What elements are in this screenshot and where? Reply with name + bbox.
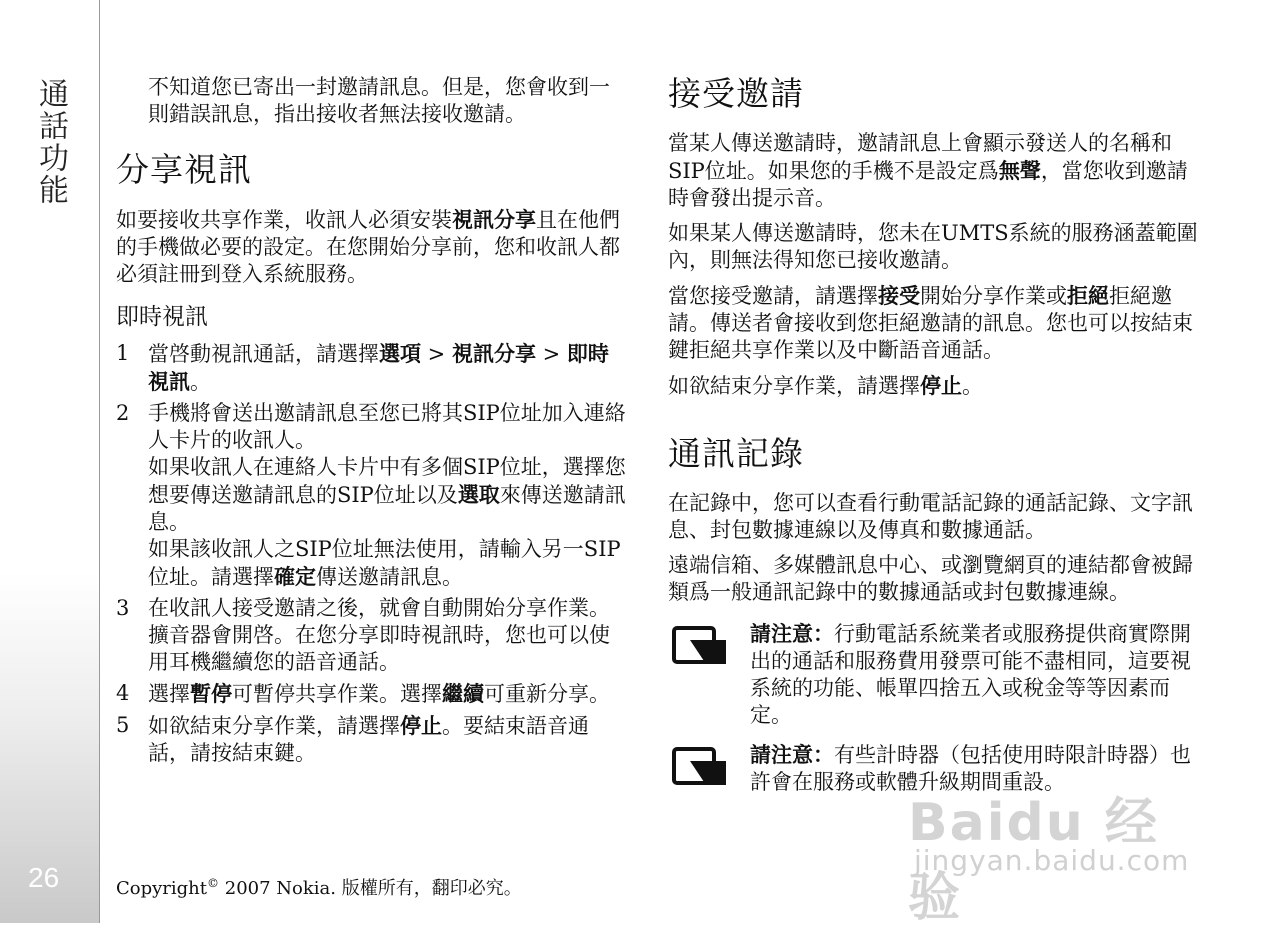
sidebar [0, 0, 100, 923]
accept-paragraph-1: 當某人傳送邀請時，邀請訊息上會顯示發送人的名稱和SIP位址。如果您的手機不是設定爲無聲，當您收到邀請時會發出提示音。 [668, 131, 1188, 210]
note-icon [672, 626, 728, 666]
step-4: 4 選擇暫停可暫停共享作業。選擇繼續可重新分享。 [116, 681, 610, 706]
step-5: 5 如欲結束分享作業，請選擇停止。要結束語音通話，請按結束鍵。 [116, 713, 589, 765]
page-number: 26 [28, 862, 60, 893]
step-2: 2 手機將會送出邀請訊息至您已將其SIP位址加入連絡人卡片的收訊人。 如果收訊人在連絡人卡片中有多個SIP位址，選擇您想要傳送邀請訊息的SIP位址以及選取來傳送邀請訊息。 如果該收訊人之SIP位址無法使用，請輸入另一SIP位址。請選擇確定傳送邀請訊息。 [116, 401, 626, 589]
watermark-logo: Baidu 经验 [908, 793, 1159, 928]
logs-paragraph-2: 遠端信箱、多媒體訊息中心、或瀏覽網頁的連結都會被歸類爲一般通訊記錄中的數據通話或封包數據連線。 [668, 553, 1193, 604]
accept-paragraph-2: 如果某人傳送邀請時，您未在UMTS系統的服務涵蓋範圍內，則無法得知您已接收邀請。 [668, 221, 1198, 272]
share-video-paragraph: 如要接收共享作業，收訊人必須安裝視訊分享且在他們的手機做必要的設定。在您開始分享前，您和收訊人都必須註冊到登入系統服務。 [116, 207, 620, 286]
section-title: 通話功能 [33, 78, 68, 206]
live-video-heading: 即時視訊 [116, 304, 208, 330]
watermark-url: jingyan.baidu.com [914, 844, 1190, 877]
accept-invitation-heading: 接受邀請 [668, 74, 804, 113]
watermark [908, 780, 1208, 928]
right-column [668, 74, 1198, 808]
note-billing: 請注意：行動電話系統業者或服務提供商實際開出的通話和服務費用發票可能不盡相同，這要視系統的功能、帳單四捨五入或稅金等等因素而定。 [668, 620, 1198, 729]
logs-paragraph-1: 在記錄中，您可以查看行動電話記錄的通話記錄、文字訊息、封包數據連線以及傳真和數據通話。 [668, 491, 1193, 542]
share-video-heading: 分享視訊 [116, 150, 252, 189]
note-timers: 請注意：有些計時器（包括使用時限計時器）也許會在服務或軟體升級期間重設。 [668, 741, 1198, 796]
live-video-steps [116, 340, 628, 767]
note-icon [672, 747, 728, 787]
left-column [116, 74, 628, 771]
accept-paragraph-3: 當您接受邀請，請選擇接受開始分享作業或拒絕拒絕邀請。傳送者會接收到您拒絕邀請的訊息。您也可以按結束鍵拒絕共享作業以及中斷語音通話。 [668, 283, 1193, 362]
step-1: 1 當啓動視訊通話，請選擇選項 > 視訊分享 > 即時視訊。 [116, 341, 609, 394]
copyright-footer: Copyright© 2007 Nokia. 版權所有，翻印必究。 [116, 876, 522, 899]
step-3: 3 在收訊人接受邀請之後，就會自動開始分享作業。 擴音器會開啓。在您分享即時視訊時，您也可以使用耳機繼續您的語音通話。 [116, 596, 610, 674]
accept-paragraph-4: 如欲結束分享作業，請選擇停止。 [668, 373, 983, 398]
intro-paragraph: 不知道您已寄出一封邀請訊息。但是，您會收到一則錯誤訊息，指出接收者無法接收邀請。 [148, 75, 610, 126]
logs-heading: 通訊記錄 [668, 434, 804, 473]
